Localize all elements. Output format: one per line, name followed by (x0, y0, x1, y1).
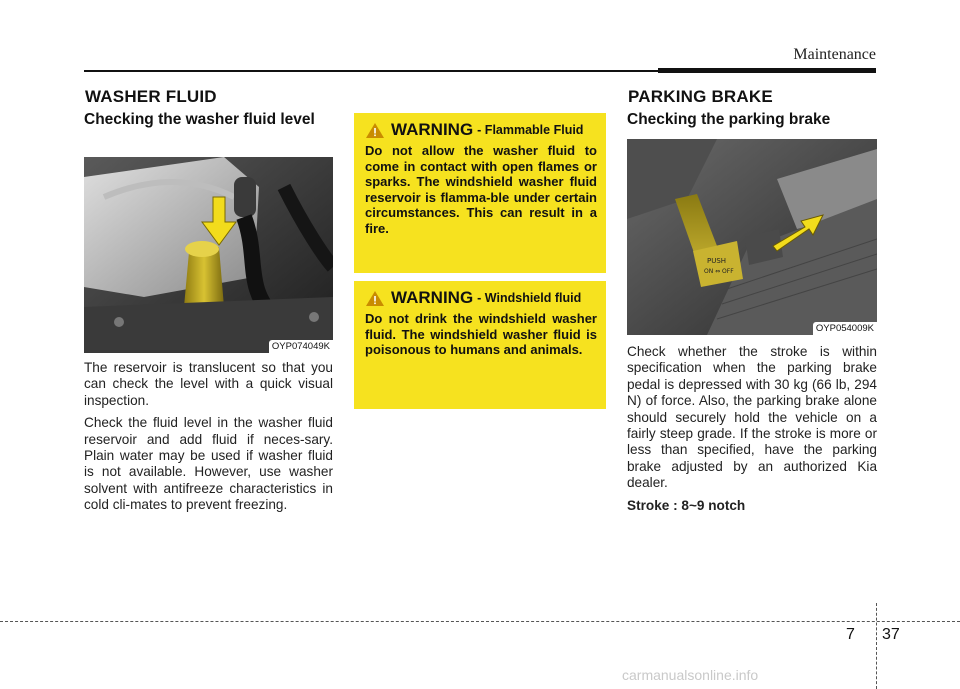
warning-word: WARNING (391, 120, 474, 139)
watermark: carmanualsonline.info (622, 667, 759, 683)
pedal-push-label: PUSH (707, 257, 727, 265)
header-rule-accent (658, 68, 876, 73)
warning-header (365, 121, 597, 139)
washer-paragraph-2: Check the fluid level in the washer fluid reservoir and add fluid if neces-sary. Plain water may be used if washer fluid is not available. However, use washer solvent with antifreeze characteristics in cold cli-mates to prevent freezing. (84, 415, 333, 513)
warning-header (365, 289, 597, 307)
warning-box-flammable (354, 113, 606, 273)
page-number: 37 (882, 626, 900, 643)
warning-triangle-icon (365, 290, 385, 307)
washer-photo-caption: OYP074049K (269, 340, 333, 353)
warning-word: WARNING (391, 288, 474, 307)
footer-rule (0, 621, 960, 622)
chapter-number: 7 (846, 626, 855, 643)
parking-photo-caption: OYP054009K (813, 322, 877, 335)
warning-body: Do not drink the windshield washer fluid. The windshield washer fluid is poisonous to humans and animals. (365, 311, 597, 358)
pedal-illustration (627, 139, 877, 335)
warning-title: - Flammable Fluid (477, 123, 584, 137)
washer-fluid-subheading: Checking the washer fluid level (84, 111, 315, 128)
warning-triangle-icon (365, 122, 385, 139)
washer-reservoir-photo (84, 157, 333, 353)
pedal-onoff-label: ON ⇔ OFF (704, 268, 734, 275)
parking-brake-photo (627, 139, 877, 335)
stroke-spec: Stroke : 8~9 notch (627, 497, 746, 513)
warning-body: Do not allow the washer fluid to come in contact with open flames or sparks. The windshield washer fluid reservoir is flamma-ble under certain circumstances. This can result in a fire. (365, 143, 597, 236)
footer-divider (876, 603, 877, 689)
warning-title: - Windshield fluid (477, 291, 582, 305)
washer-paragraph-1: The reservoir is translucent so that you can check the level with a quick visual inspection. (84, 360, 333, 408)
parking-paragraph: Check whether the stroke is within specification when the parking brake pedal is depressed with 30 kg (66 lb, 294 N) of force. Also, the parking brake alone should securely hold the vehicle on a fairly steep grade. If the stroke is more or less than specified, have the parking brake adjusted by an authorized Kia dealer. (627, 344, 877, 491)
parking-brake-body-text (627, 344, 877, 520)
washer-fluid-body-text (84, 360, 333, 520)
warning-box-windshield (354, 281, 606, 409)
header-title: Maintenance (793, 46, 876, 63)
parking-brake-section-title: PARKING BRAKE (628, 87, 773, 106)
engine-bay-illustration (84, 157, 333, 353)
washer-fluid-section-title: WASHER FLUID (85, 87, 217, 106)
parking-brake-subheading: Checking the parking brake (627, 111, 831, 128)
